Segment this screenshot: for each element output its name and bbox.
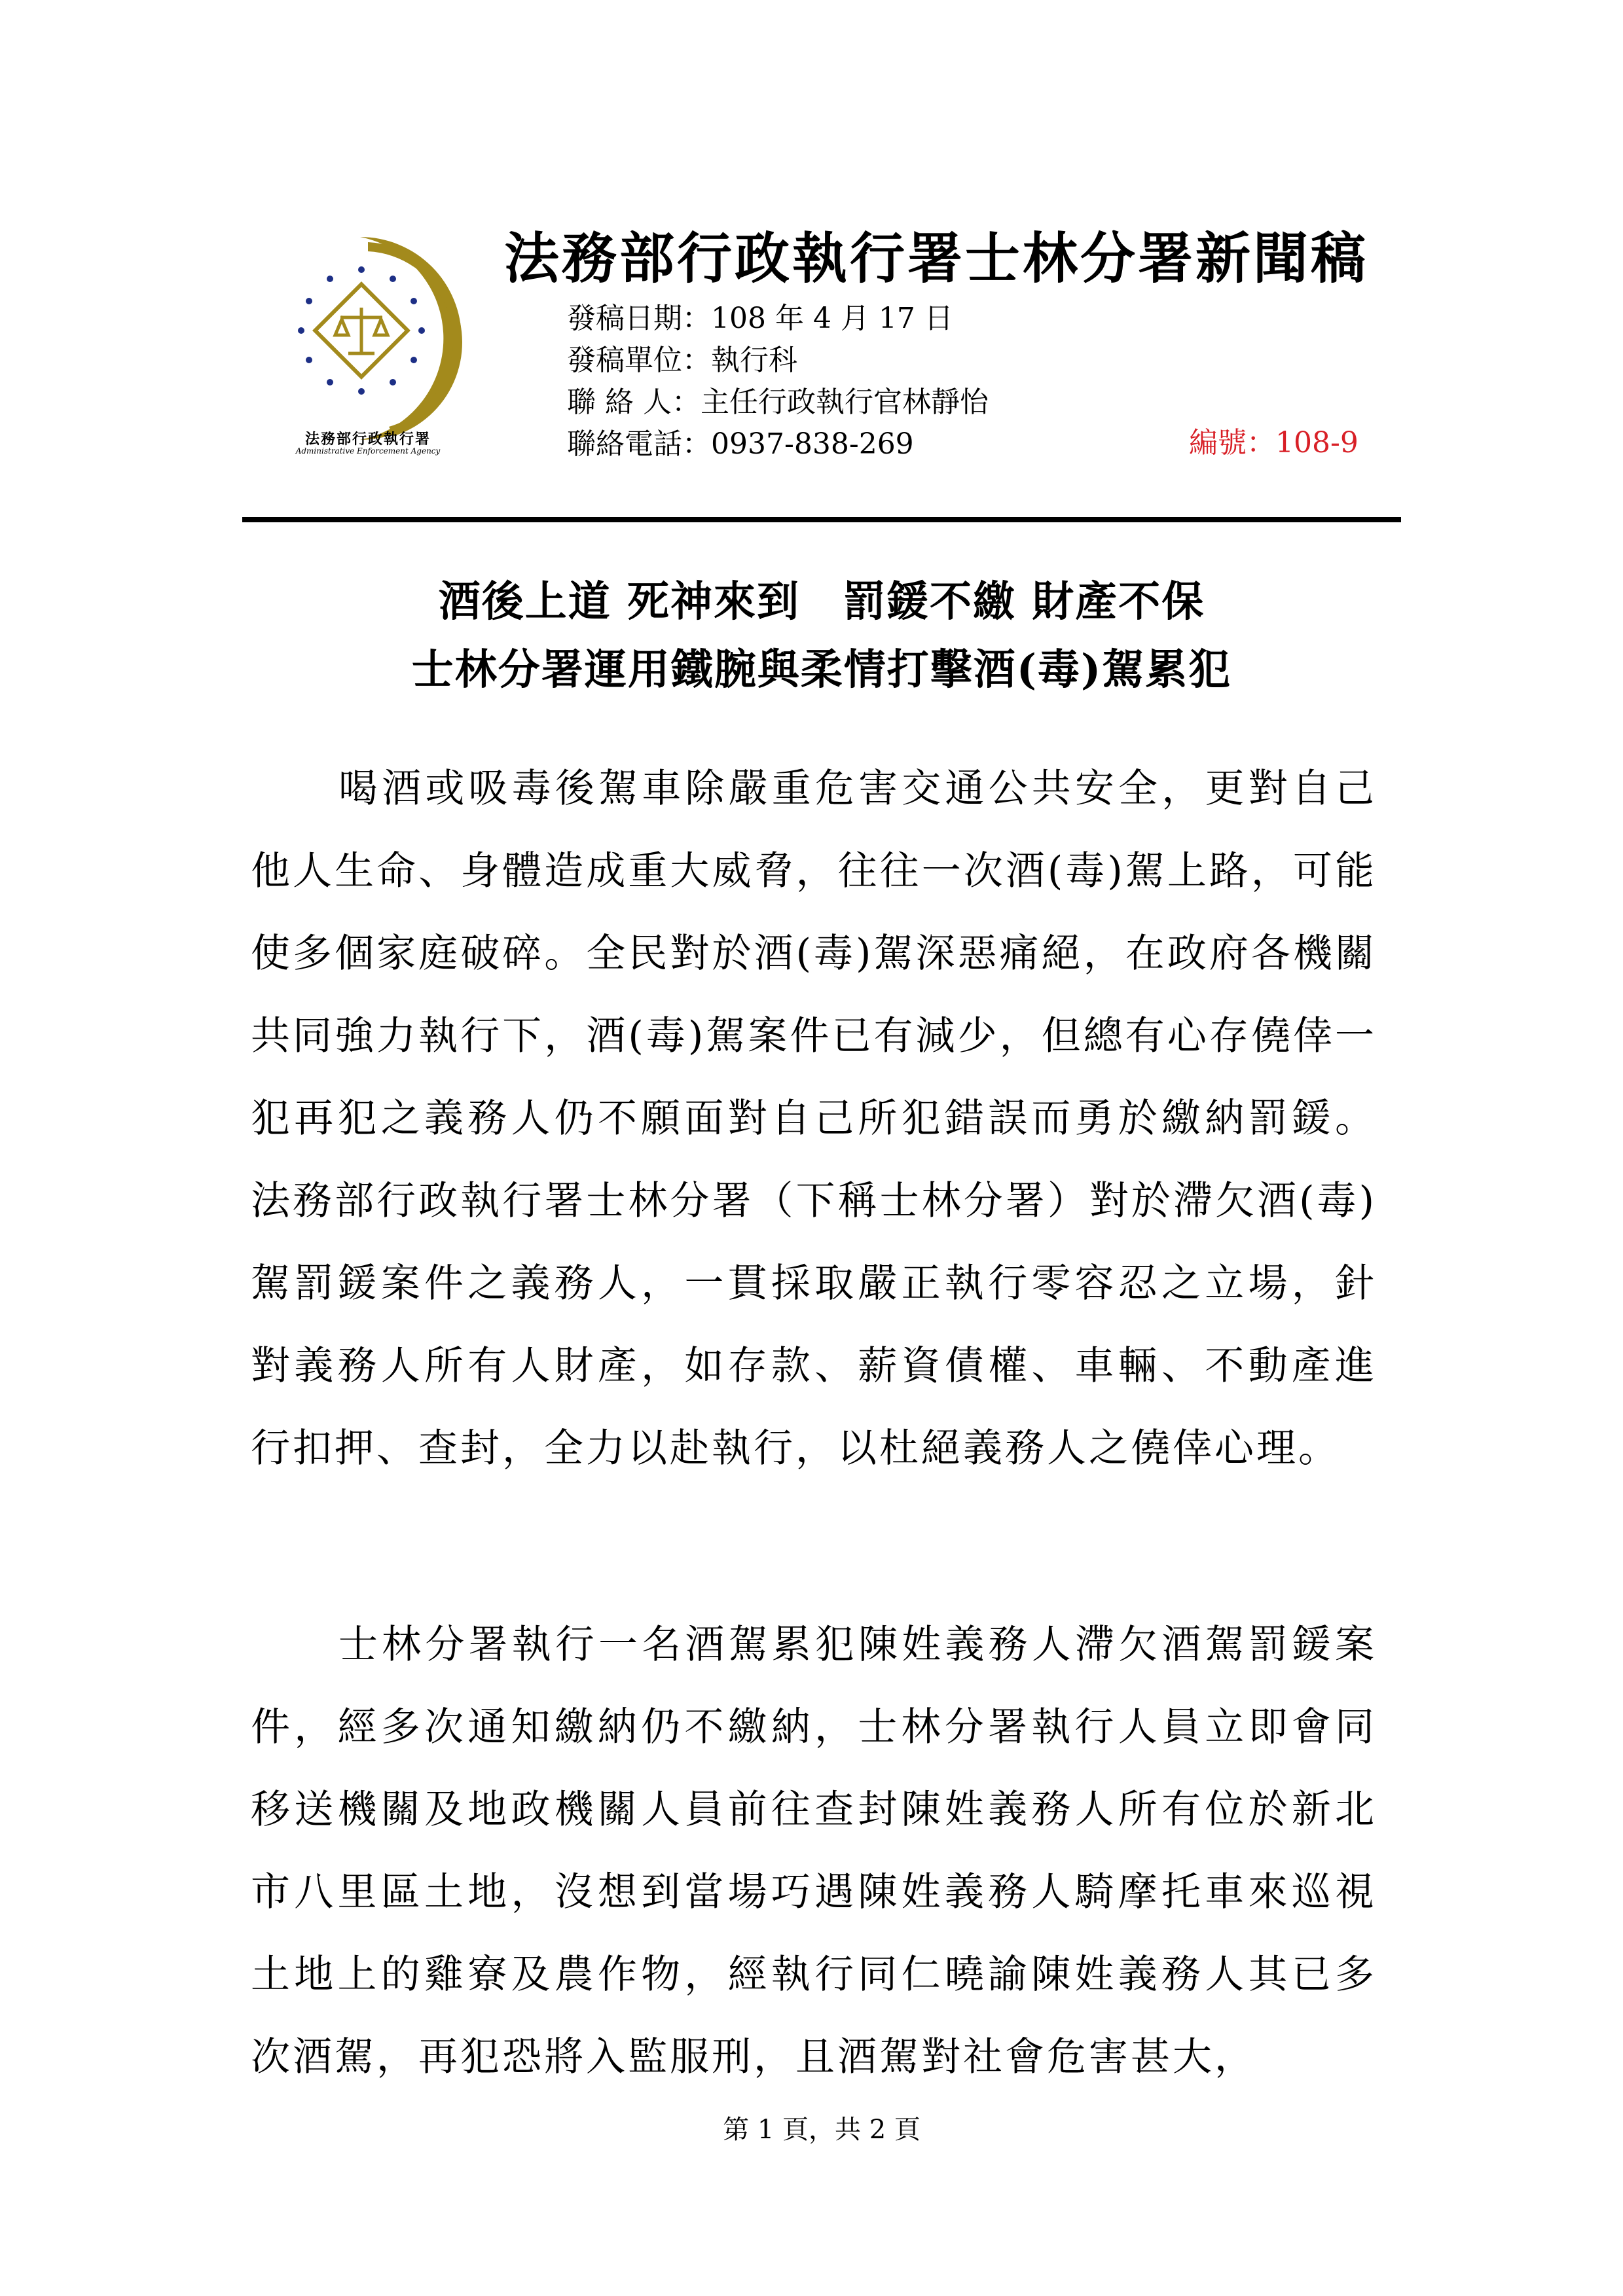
page-number: 第 1 頁，共 2 頁 [723, 2115, 921, 2145]
body-paragraph-2: 士林分署執行一名酒駕累犯陳姓義務人滯欠酒駕罰鍰案件，經多次通知繳納仍不繳納，士林分署執行人員立即會同移送機關及地政機關人員前往查封陳姓義務人所有位於新北市八里區土地，沒想到當場巧遇陳姓義務人騎摩托車來巡視土地上的雞寮及農作物，經執行同仁曉諭陳姓義務人其已多次酒駕，再犯恐將入監服刑，且酒駕對社會危害甚大， [251, 1622, 1377, 2080]
serial-number: 編號：108-9 [1189, 426, 1359, 459]
meta-value: 主任行政執行官林靜怡 [700, 386, 989, 419]
headline-line-2: 士林分署運用鐵腕與柔情打擊酒(毒)駕累犯 [411, 645, 1232, 694]
meta-value: 執行科 [711, 344, 797, 377]
logo-caption-en: Administrative Enforcement Agency [295, 446, 441, 456]
meta-label: 發稿日期： [567, 302, 711, 335]
meta-label: 聯 絡 人： [567, 386, 701, 419]
meta-contact-person [567, 378, 989, 420]
meta-label: 聯絡電話： [567, 427, 711, 461]
headline-line-1: 酒後上道 死神來到 罰鍰不繳 財產不保 [438, 577, 1205, 626]
header-divider [242, 517, 1401, 522]
meta-label: 發稿單位： [567, 344, 711, 377]
meta-contact-phone [567, 420, 914, 462]
logo-caption-zh: 法務部行政執行署 [304, 431, 431, 448]
masthead-title: 法務部行政執行署士林分署新聞稿 [504, 226, 1369, 291]
meta-release-unit [567, 336, 797, 378]
meta-value: 0937-838-269 [711, 427, 914, 461]
body-paragraph-1: 喝酒或吸毒後駕車除嚴重危害交通公共安全，更對自己他人生命、身體造成重大威脅，往往一次酒(毒)駕上路，可能使多個家庭破碎。全民對於酒(毒)駕深惡痛絕，在政府各機關共同強力執行下，酒(毒)駕案件已有減少，但總有心存僥倖一犯再犯之義務人仍不願面對自己所犯錯誤而勇於繳納罰鍰。法務部行政執行署士林分署（下稱士林分署）對於滯欠酒(毒)駕罰鍰案件之義務人，一貫採取嚴正執行零容忍之立場，針對義務人所有人財產，如存款、薪資債權、車輛、不動產進行扣押、查封，全力以赴執行，以杜絕義務人之僥倖心理。 [251, 766, 1377, 1471]
meta-release-date [567, 295, 953, 336]
meta-value: 108 年 4 月 17 日 [711, 302, 953, 335]
